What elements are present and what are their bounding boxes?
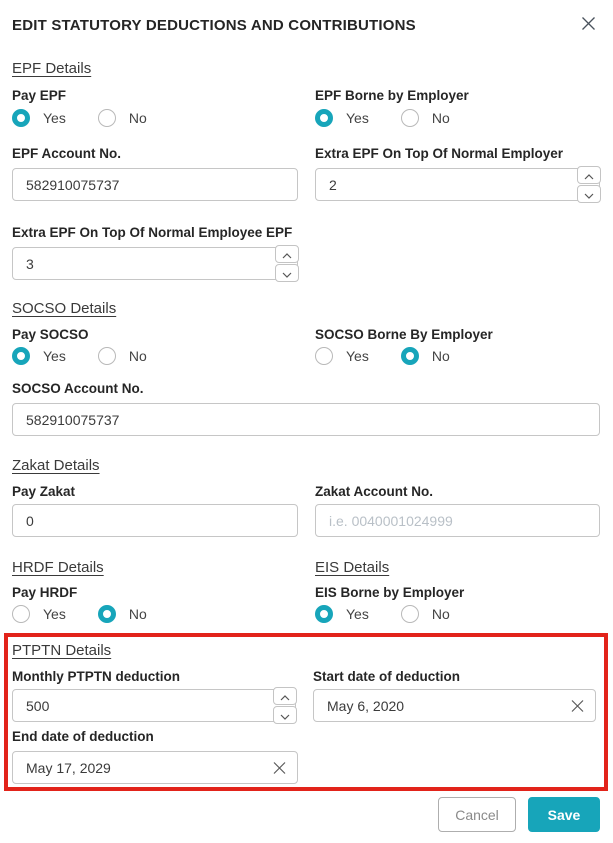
socso-borne-option-no[interactable] [401, 347, 450, 365]
dialog-header [12, 16, 600, 36]
hrdf-section-heading: HRDF Details [12, 559, 104, 576]
spin-down-button[interactable] [275, 264, 299, 282]
start-date-label: Start date of deduction [313, 669, 461, 684]
socso-borne-radio-group [315, 347, 600, 365]
spin-up-button[interactable] [577, 166, 601, 184]
pay-socso-option-no[interactable] [98, 347, 147, 365]
radio-option-label: Yes [43, 348, 66, 364]
radio-button-icon[interactable] [315, 109, 333, 127]
socso-section-heading: SOCSO Details [12, 300, 117, 317]
eis-borne-radio-group [315, 605, 600, 623]
spin-down-button[interactable] [577, 185, 601, 203]
monthly-ptptn-label: Monthly PTPTN deduction [12, 669, 180, 684]
radio-option-label: Yes [346, 606, 369, 622]
extra-epf-employer-input[interactable] [315, 168, 600, 201]
radio-button-icon[interactable] [12, 347, 30, 365]
radio-option-label: Yes [43, 110, 66, 126]
clear-end-date-icon[interactable] [271, 759, 288, 776]
radio-button-icon[interactable] [98, 109, 116, 127]
epf-borne-by-employer-label: EPF Borne by Employer [315, 88, 469, 103]
pay-epf-label: Pay EPF [12, 88, 67, 103]
radio-option-label: No [128, 348, 147, 364]
pay-hrdf-radio-group [12, 605, 298, 623]
radio-option-label: Yes [346, 348, 369, 364]
pay-hrdf-option-yes[interactable] [12, 605, 66, 623]
close-icon [581, 19, 596, 34]
zakat-section-heading: Zakat Details [12, 457, 100, 474]
ptptn-highlight-box [4, 633, 608, 791]
pay-epf-option-yes[interactable] [12, 109, 66, 127]
eis-section-heading: EIS Details [315, 559, 390, 576]
radio-option-label: No [128, 110, 147, 126]
pay-hrdf-option-no[interactable] [98, 605, 147, 623]
epf-borne-option-no[interactable] [401, 109, 450, 127]
eis-borne-option-yes[interactable] [315, 605, 369, 623]
extra-epf-employee-label: Extra EPF On Top Of Normal Employee EPF [12, 225, 293, 240]
eis-borne-label: EIS Borne by Employer [315, 585, 465, 600]
radio-button-icon[interactable] [98, 605, 116, 623]
radio-button-icon[interactable] [401, 347, 419, 365]
eis-borne-option-no[interactable] [401, 605, 450, 623]
radio-option-label: Yes [43, 606, 66, 622]
pay-zakat-input[interactable] [12, 504, 298, 537]
pay-epf-option-no[interactable] [98, 109, 147, 127]
spin-up-button[interactable] [273, 687, 297, 705]
close-button[interactable] [577, 14, 600, 33]
pay-zakat-label: Pay Zakat [12, 484, 76, 499]
pay-hrdf-label: Pay HRDF [12, 585, 78, 600]
extra-epf-employee-input[interactable] [12, 247, 298, 280]
radio-option-label: No [128, 606, 147, 622]
radio-button-icon[interactable] [401, 109, 419, 127]
radio-button-icon[interactable] [315, 605, 333, 623]
pay-socso-option-yes[interactable] [12, 347, 66, 365]
pay-epf-radio-group [12, 109, 298, 127]
pay-socso-label: Pay SOCSO [12, 327, 89, 342]
chevron-down-icon [280, 708, 290, 723]
socso-borne-label: SOCSO Borne By Employer [315, 327, 493, 342]
chevron-up-icon [280, 689, 290, 704]
zakat-account-label: Zakat Account No. [315, 484, 434, 499]
radio-option-label: No [431, 606, 450, 622]
pay-socso-radio-group [12, 347, 298, 365]
radio-button-icon[interactable] [315, 347, 333, 365]
radio-button-icon[interactable] [98, 347, 116, 365]
socso-account-input[interactable] [12, 403, 600, 436]
spin-down-button[interactable] [273, 706, 297, 724]
radio-button-icon[interactable] [12, 605, 30, 623]
clear-start-date-icon[interactable] [569, 697, 586, 714]
save-button[interactable]: Save [528, 797, 600, 832]
chevron-up-icon [584, 168, 594, 183]
epf-section-heading: EPF Details [12, 60, 92, 77]
chevron-down-icon [584, 187, 594, 202]
radio-option-label: Yes [346, 110, 369, 126]
radio-option-label: No [431, 110, 450, 126]
epf-account-label: EPF Account No. [12, 146, 122, 161]
radio-button-icon[interactable] [401, 605, 419, 623]
extra-epf-employer-label: Extra EPF On Top Of Normal Employer [315, 146, 564, 161]
chevron-up-icon [282, 247, 292, 262]
start-date-input[interactable] [313, 689, 596, 722]
epf-borne-option-yes[interactable] [315, 109, 369, 127]
epf-account-input[interactable] [12, 168, 298, 201]
chevron-down-icon [282, 266, 292, 281]
end-date-label: End date of deduction [12, 729, 154, 744]
cancel-button[interactable]: Cancel [438, 797, 516, 832]
monthly-ptptn-input[interactable] [12, 689, 296, 722]
epf-borne-radio-group [315, 109, 600, 127]
radio-option-label: No [431, 348, 450, 364]
socso-account-label: SOCSO Account No. [12, 381, 144, 396]
ptptn-section-heading: PTPTN Details [12, 642, 112, 659]
dialog-footer [12, 797, 600, 832]
radio-button-icon[interactable] [12, 109, 30, 127]
dialog-title: EDIT STATUTORY DEDUCTIONS AND CONTRIBUTIONS [12, 17, 416, 34]
end-date-input[interactable] [12, 751, 298, 784]
socso-borne-option-yes[interactable] [315, 347, 369, 365]
zakat-account-input[interactable] [315, 504, 600, 537]
spin-up-button[interactable] [275, 245, 299, 263]
